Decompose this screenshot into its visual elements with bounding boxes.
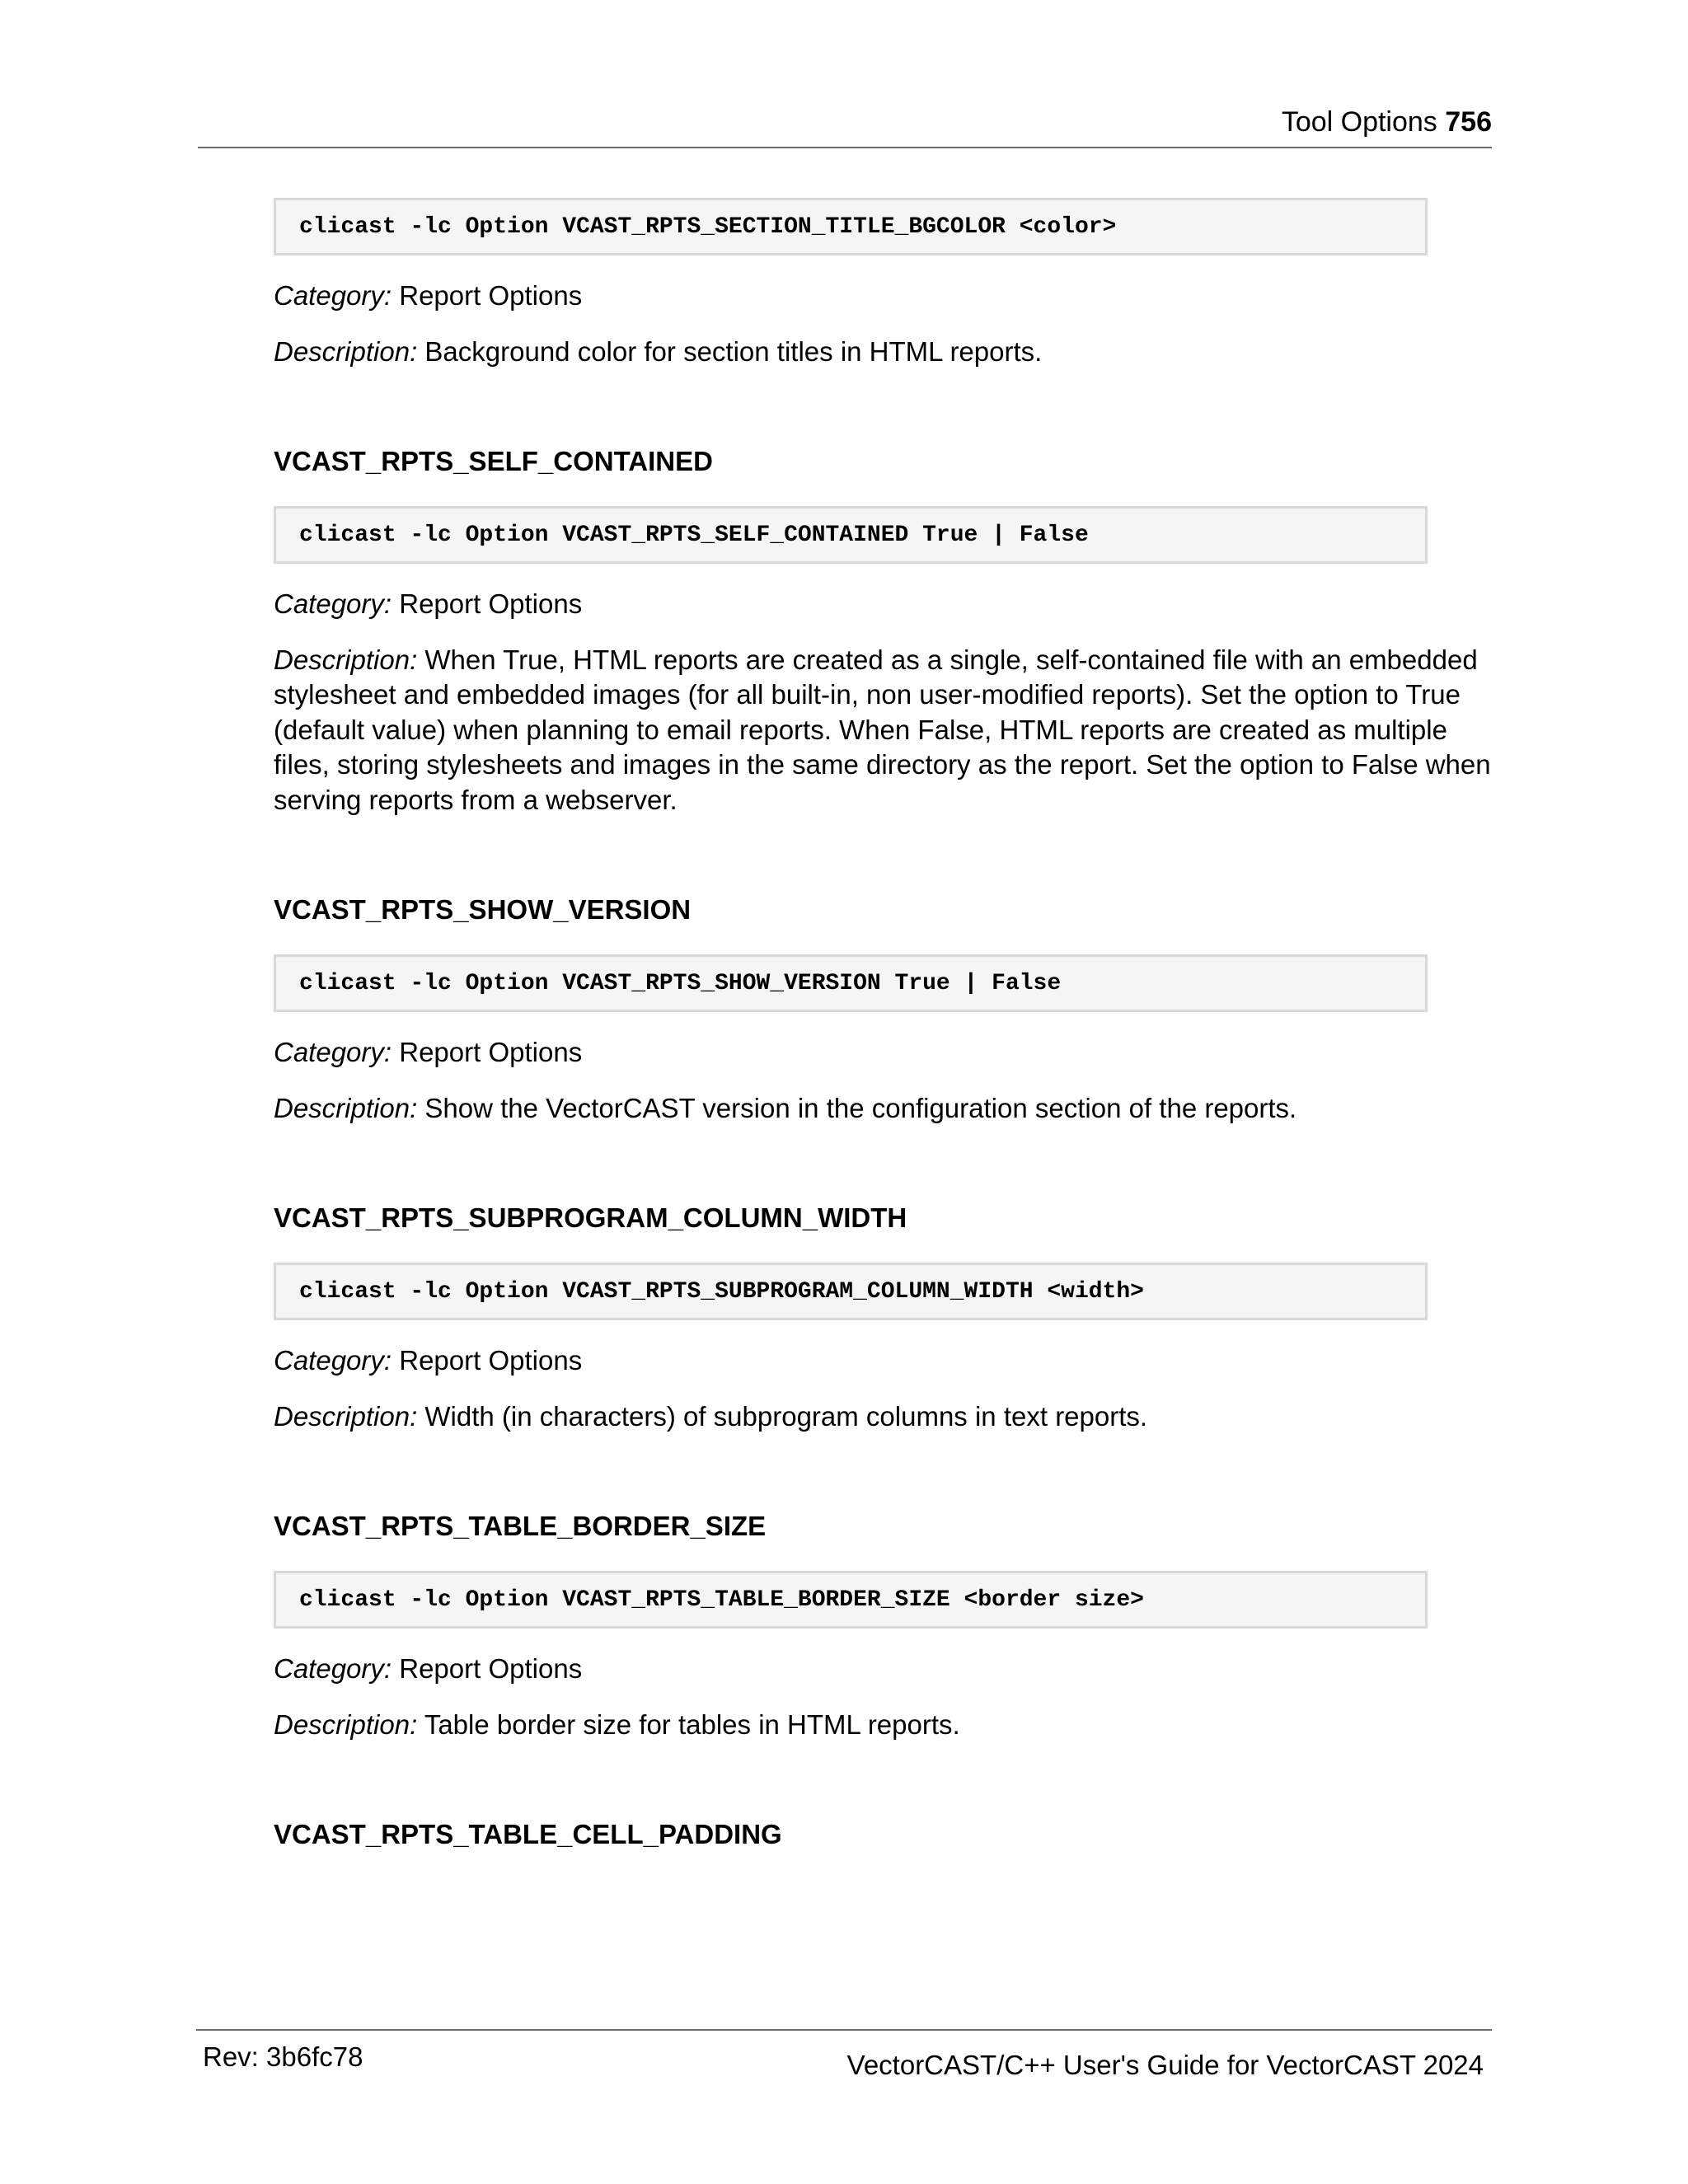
command-example: clicast -lc Option VCAST_RPTS_SUBPROGRAM_COLUMN_WIDTH <width> <box>274 1263 1428 1320</box>
category-label: Category: <box>274 1653 392 1684</box>
command-example: clicast -lc Option VCAST_RPTS_SHOW_VERSION True | False <box>274 954 1428 1012</box>
page-number: 756 <box>1445 106 1492 138</box>
category-value: Report Options <box>399 1037 583 1067</box>
description-text: Background color for section titles in HTML reports. <box>424 335 1043 367</box>
description-paragraph <box>274 1091 1493 1127</box>
category-line <box>274 1343 1493 1379</box>
category-value: Report Options <box>399 1653 583 1684</box>
page-footer <box>196 2029 1492 2080</box>
guide-title: VectorCAST/C++ User's Guide for VectorCAST 2024 <box>846 2050 1484 2080</box>
option-heading: VCAST_RPTS_TABLE_BORDER_SIZE <box>274 1511 767 1541</box>
category-line <box>274 1652 1493 1687</box>
description-paragraph <box>274 643 1493 818</box>
description-text: When True, HTML reports are created as a single, self-contained file with an embedded stylesheet and embedded images (for all built-in, non user-modified reports). Set the option to True (default value) when planning to email reports. When False, HTML reports are created as multiple files, storing stylesheets and images in the same directory as the report. Set the option to False when serving reports from a webserver. <box>274 644 1491 815</box>
category-label: Category: <box>274 588 392 619</box>
category-line <box>274 587 1493 622</box>
description-paragraph <box>274 335 1493 370</box>
description-text: Width (in characters) of subprogram columns in text reports. <box>424 1400 1148 1432</box>
category-line <box>274 279 1493 314</box>
command-example: clicast -lc Option VCAST_RPTS_SECTION_TITLE_BGCOLOR <color> <box>274 198 1428 255</box>
description-label: Description: <box>274 644 418 675</box>
option-heading: VCAST_RPTS_TABLE_CELL_PADDING <box>274 1819 782 1849</box>
option-heading: VCAST_RPTS_SHOW_VERSION <box>274 894 692 925</box>
category-label: Category: <box>274 1345 392 1376</box>
page-content <box>274 198 1493 1851</box>
category-value: Report Options <box>399 280 583 311</box>
command-example: clicast -lc Option VCAST_RPTS_TABLE_BORDER_SIZE <border size> <box>274 1571 1428 1629</box>
description-label: Description: <box>274 335 418 367</box>
category-value: Report Options <box>399 588 583 619</box>
category-value: Report Options <box>399 1345 583 1376</box>
header-title: Tool Options <box>1281 106 1437 138</box>
description-text: Table border size for tables in HTML reports. <box>424 1708 960 1740</box>
category-label: Category: <box>274 1037 392 1067</box>
category-line <box>274 1035 1493 1071</box>
description-label: Description: <box>274 1400 418 1432</box>
category-label: Category: <box>274 280 392 311</box>
description-label: Description: <box>274 1708 418 1740</box>
option-heading: VCAST_RPTS_SELF_CONTAINED <box>274 446 713 476</box>
description-text: Show the VectorCAST version in the configuration section of the reports. <box>424 1092 1297 1123</box>
description-paragraph <box>274 1399 1493 1435</box>
description-paragraph <box>274 1708 1493 1743</box>
page-header <box>198 105 1492 148</box>
option-heading: VCAST_RPTS_SUBPROGRAM_COLUMN_WIDTH <box>274 1202 907 1233</box>
running-header <box>1282 105 1492 138</box>
command-example: clicast -lc Option VCAST_RPTS_SELF_CONTAINED True | False <box>274 506 1428 564</box>
revision-label: Rev: 3b6fc78 <box>203 2041 363 2072</box>
description-label: Description: <box>274 1092 418 1123</box>
